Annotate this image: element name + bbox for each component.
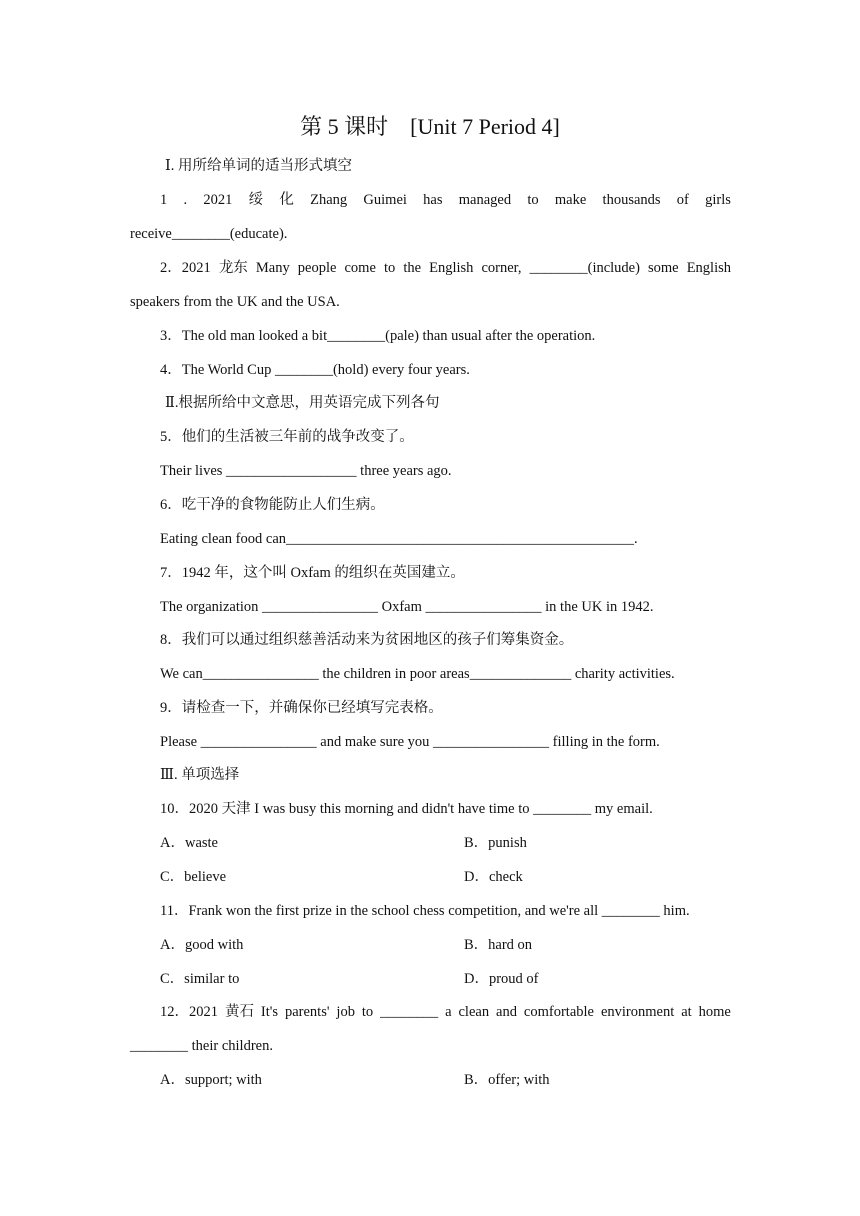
- question-10-stem: 10．2020 天津 I was busy this morning and didn't have time to ________ my email.: [160, 801, 653, 817]
- question-2-line-1: [160, 258, 731, 278]
- word: 绥: [248, 192, 264, 208]
- question-2-line-2: speakers from the UK and the USA.: [130, 294, 340, 310]
- question-6-english: Eating clean food can________________________________________________.: [160, 531, 638, 547]
- word: environment: [600, 1004, 675, 1020]
- word: 化: [279, 192, 294, 208]
- word: 1: [160, 192, 168, 208]
- question-10-option-a: A．waste: [160, 835, 218, 851]
- question-10-option-b: B．punish: [464, 835, 527, 851]
- question-5-chinese: 5．他们的生活被三年前的战争改变了。: [160, 429, 414, 445]
- section-heading-1: Ⅰ. 用所给单词的适当形式填空: [165, 158, 352, 174]
- word: English: [429, 260, 474, 276]
- word: thousands: [602, 192, 661, 208]
- word: English: [686, 260, 731, 276]
- word: 12．2021: [160, 1004, 218, 1020]
- question-9-chinese: 9．请检查一下，并确保你已经填写完表格。: [160, 700, 443, 716]
- question-8-chinese: 8．我们可以通过组织慈善活动来为贫困地区的孩子们筹集资金。: [160, 632, 574, 648]
- word: to: [361, 1004, 374, 1020]
- question-12-line-2: ________ their children.: [130, 1038, 273, 1054]
- question-10-option-d: D．check: [464, 869, 523, 885]
- word: It's: [260, 1004, 279, 1020]
- word: 2021: [203, 192, 233, 208]
- question-12-option-b: B．offer; with: [464, 1072, 550, 1088]
- question-9-english: Please ________________ and make sure you ________________ filling in the form.: [160, 734, 660, 750]
- word: at: [681, 1004, 692, 1020]
- lesson-label: 第 5 课时: [300, 114, 389, 139]
- question-10-option-c: C．believe: [160, 869, 227, 885]
- word: clean: [458, 1004, 490, 1020]
- question-5-english: Their lives __________________ three years ago.: [160, 463, 452, 479]
- word: Many: [255, 260, 290, 276]
- word: girls: [705, 192, 731, 208]
- word: comfortable: [523, 1004, 594, 1020]
- question-12-option-a: A．support; with: [160, 1072, 262, 1088]
- word: managed: [458, 192, 512, 208]
- word: 黄石: [224, 1004, 254, 1020]
- question-1-line-2: receive________(educate).: [130, 226, 288, 242]
- question-11-stem: 11．Frank won the first prize in the school chess competition, and we're all ________ him.: [160, 903, 690, 919]
- question-8-english: We can________________ the children in poor areas______________ charity activities.: [160, 666, 675, 682]
- question-11-option-a: A．good with: [160, 937, 244, 953]
- section-heading-2: Ⅱ.根据所给中文意思，用英语完成下列各句: [165, 395, 440, 411]
- question-7-english: The organization ________________ Oxfam ________________ in the UK in 1942.: [160, 599, 654, 615]
- word: corner,: [481, 260, 522, 276]
- word: has: [423, 192, 443, 208]
- word: 龙东: [218, 260, 248, 276]
- word: job: [336, 1004, 355, 1020]
- word: ________(include): [529, 260, 640, 276]
- question-6-chinese: 6．吃干净的食物能防止人们生病。: [160, 497, 385, 513]
- word: ________: [380, 1004, 439, 1020]
- word: home: [698, 1004, 731, 1020]
- word: Zhang: [310, 192, 348, 208]
- word: make: [554, 192, 587, 208]
- word: parents': [284, 1004, 330, 1020]
- question-11-option-d: D．proud of: [464, 971, 539, 987]
- word: .: [183, 192, 188, 208]
- word: 2．2021: [160, 260, 211, 276]
- question-4: 4．The World Cup ________(hold) every four years.: [160, 362, 470, 378]
- word: and: [496, 1004, 517, 1020]
- word: some: [648, 260, 679, 276]
- question-7-chinese: 7．1942 年，这个叫 Oxfam 的组织在英国建立。: [160, 565, 465, 581]
- question-11-option-b: B．hard on: [464, 937, 533, 953]
- word: Guimei: [363, 192, 407, 208]
- section-heading-3: Ⅲ. 单项选择: [160, 767, 240, 783]
- question-3: 3．The old man looked a bit________(pale) than usual after the operation.: [160, 328, 596, 344]
- question-12-line-1: [160, 1002, 731, 1022]
- word: people: [297, 260, 337, 276]
- page-title: [0, 112, 860, 142]
- word: come: [344, 260, 376, 276]
- question-1-line-1: [160, 190, 731, 210]
- unit-label: [Unit 7 Period 4]: [410, 114, 560, 139]
- question-11-option-c: C．similar to: [160, 971, 240, 987]
- word: of: [676, 192, 689, 208]
- word: the: [403, 260, 422, 276]
- word: a: [445, 1004, 452, 1020]
- word: to: [383, 260, 396, 276]
- word: to: [527, 192, 539, 208]
